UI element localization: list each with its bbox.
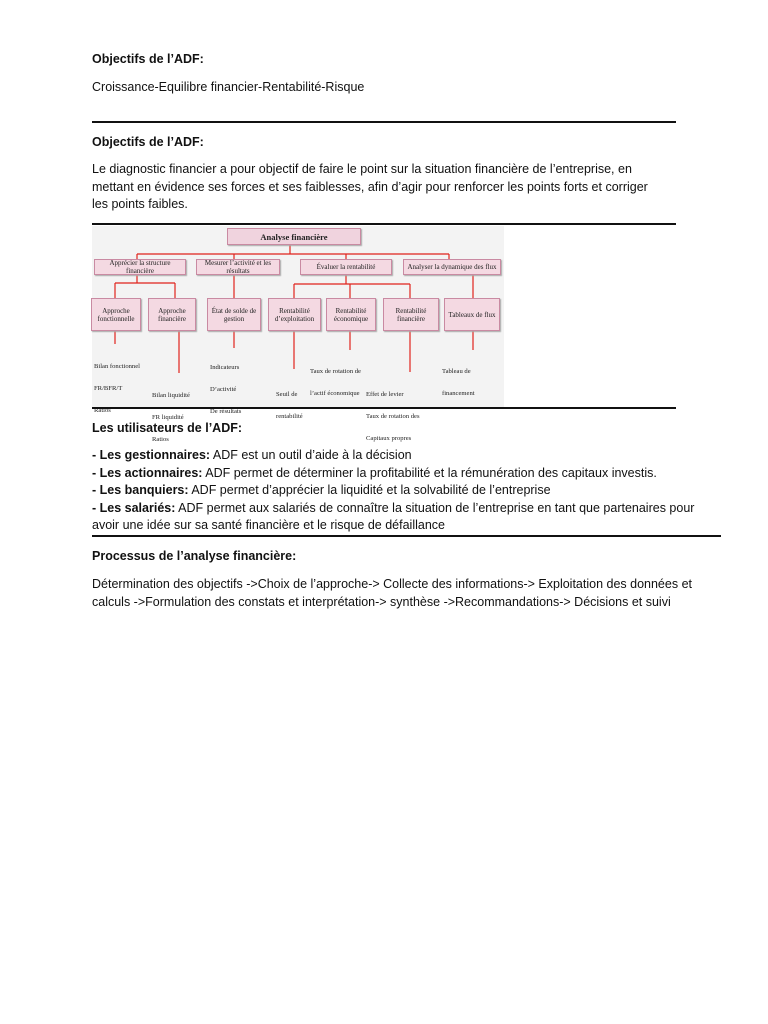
processus-line-2: calculs ->Formulation des constats et interprétation-> synthèse ->Recommandations-> Décisions et suivi [92,594,671,609]
leaf-line: Capitaux propres [366,435,412,443]
leaf-line: rentabilité [276,413,303,421]
diagram-node-rentabilite: Évaluer la rentabilité [300,259,392,275]
leaf-line: FR liquidité [152,414,184,422]
leaf-line: Seuil de [276,390,298,398]
leaf-line: l’actif économique [310,390,360,398]
leaf-line: De résultats [210,408,242,416]
leaf-line: Ratios [94,407,111,415]
user-label: - Les salariés: [92,500,176,515]
diagram-leaf-exploitation [276,376,303,435]
user-text: ADF permet d’apprécier la liquidité et la solvabilité de l’entreprise [188,483,551,497]
leaf-line: Ratios [152,436,169,444]
objectifs-list: Croissance-Equilibre financier-Rentabilité-Risque [92,80,365,94]
diagram-leaf-economique [310,353,361,412]
user-item-salaries [92,500,694,518]
objectifs-paragraph-line-1: Le diagnostic financier a pour objectif de faire le point sur la situation financière de l’entreprise, en [92,162,632,176]
user-label: - Les actionnaires: [92,465,203,480]
leaf-line: Bilan fonctionnel [94,362,140,370]
diagram-node-approche-financiere: Approche financière [148,298,196,331]
diagram-leaf-gestion [210,349,241,430]
diagram-node-tableaux-flux: Tableaux de flux [444,298,500,331]
diagram-node-activite: Mesurer l’activité et les résultats [196,259,280,275]
objectifs-paragraph-line-3: les points faibles. [92,197,188,211]
user-text: ADF est un outil d’aide à la décision [210,448,412,462]
section-title-utilisateurs: Les utilisateurs de l’ADF: [92,421,243,435]
diagram-root-node: Analyse financière [227,228,361,245]
section-title-objectifs-2: Objectifs de l’ADF: [92,135,204,149]
leaf-line: Indicateurs [210,363,240,371]
divider [92,121,676,123]
diagram-node-rentabilite-financiere: Rentabilité financière [383,298,439,331]
user-label: - Les banquiers: [92,483,189,497]
diagram-node-flux: Analyser la dynamique des flux [403,259,501,275]
leaf-line: Taux de rotation de [310,367,361,375]
objectifs-paragraph-line-2: mettant en évidence ses forces et ses faiblesses, afin d’agir pour renforcer les points forts et corriger [92,179,648,194]
leaf-line: Tableau de [442,367,471,375]
diagram-node-approche-fonctionnelle: Approche fonctionnelle [91,298,141,331]
user-item-gestionnaires [92,447,412,465]
user-label: - Les gestionnaires: [92,448,211,462]
user-text: ADF permet de déterminer la profitabilité et la rémunération des capitaux investis. [202,465,657,480]
leaf-line: Effet de levier [366,390,404,398]
user-item-banquiers [92,482,551,500]
leaf-line: Taux de rotation des [366,413,420,421]
processus-line-1: Détermination des objectifs ->Choix de l’approche-> Collecte des informations-> Exploitation des données et [92,577,692,591]
diagram-leaf-renta-financiere [366,376,420,457]
user-item-salaries-continuation: avoir une idée sur sa santé financière et le risque de défaillance [92,518,445,532]
divider [92,535,721,537]
diagram-node-rentabilite-economique: Rentabilité économique [326,298,376,331]
leaf-line: D’activité [210,386,237,394]
diagram-node-etat-solde-gestion: État de solde de gestion [207,298,261,331]
user-text: ADF permet aux salariés de connaître la situation de l’entreprise en tant que partenaires pour [175,500,695,515]
diagram-leaf-fonctionnelle [94,348,140,429]
divider [92,223,676,225]
diagram-node-rentabilite-exploitation: Rentabilité d’exploitation [268,298,321,331]
leaf-line: financement [442,390,475,398]
section-title-processus: Processus de l’analyse financière: [92,549,297,563]
leaf-line: Bilan liquidité [152,391,190,399]
user-item-actionnaires [92,465,657,483]
diagram-node-structure: Apprécier la structure financière [94,259,186,275]
divider [92,407,676,409]
section-title-objectifs-1: Objectifs de l’ADF: [92,52,204,66]
leaf-line: FR/BFR/T [94,385,123,393]
diagram-leaf-flux [442,353,475,412]
